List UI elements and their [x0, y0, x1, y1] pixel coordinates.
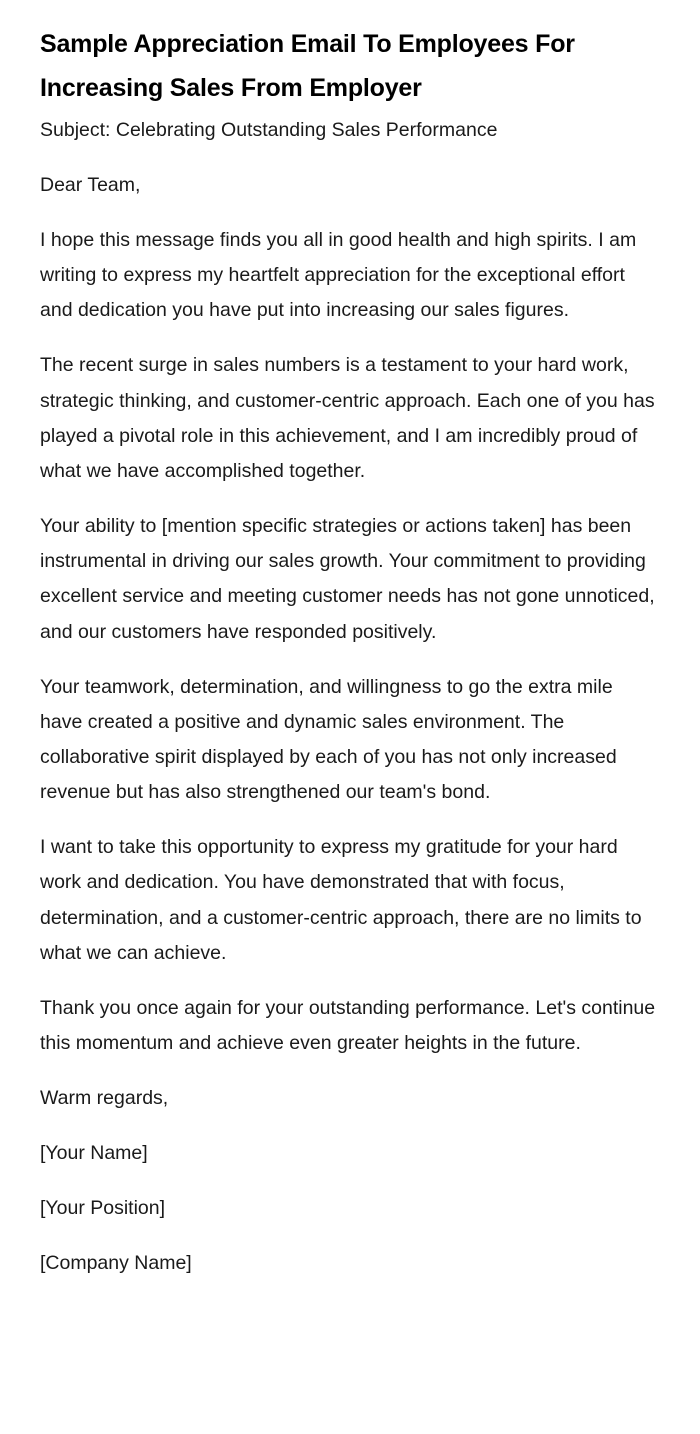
signature-company: [Company Name]: [40, 1252, 192, 1275]
email-greeting: Dear Team,: [40, 174, 141, 196]
body-paragraph-2: The recent surge in sales numbers is a testament to your hard work, strategic thinking, and customer-centric approach. Each one of you has played a pivotal role in this achievement, and I am incredibly proud of what we have accomplished together.: [40, 354, 655, 483]
body-paragraph-3: Your ability to [mention specific strategies or actions taken] has been instrumental in driving our sales growth. Your commitment to providing excellent service and meeting customer needs has not gone unnoticed, and our customers have responded positively.: [40, 515, 655, 643]
signature-position: [Your Position]: [40, 1197, 166, 1220]
body-paragraph-4: Your teamwork, determination, and willingness to go the extra mile have created a positive and dynamic sales environment. The collaborative spirit displayed by each of you has not only increased revenue but has also strengthened our team's bond.: [40, 675, 617, 804]
body-paragraph-6: Thank you once again for your outstanding performance. Let's continue this momentum and achieve even greater heights in the future.: [40, 996, 656, 1055]
signature-name: [Your Name]: [40, 1142, 148, 1165]
email-closing: Warm regards,: [40, 1087, 169, 1110]
email-subject: Subject: Celebrating Outstanding Sales Performance: [40, 119, 498, 141]
body-paragraph-5: I want to take this opportunity to express my gratitude for your hard work and dedication. You have demonstrated that with focus, determination, and a customer-centric approach, there are no limits to what we can achieve.: [40, 836, 642, 964]
page-title: Sample Appreciation Email To Employees For Increasing Sales From Employer: [40, 30, 575, 102]
body-paragraph-1: I hope this message finds you all in good health and high spirits. I am writing to express my heartfelt appreciation for the exceptional effort and dedication you have put into increasing our sales figures.: [40, 229, 637, 322]
